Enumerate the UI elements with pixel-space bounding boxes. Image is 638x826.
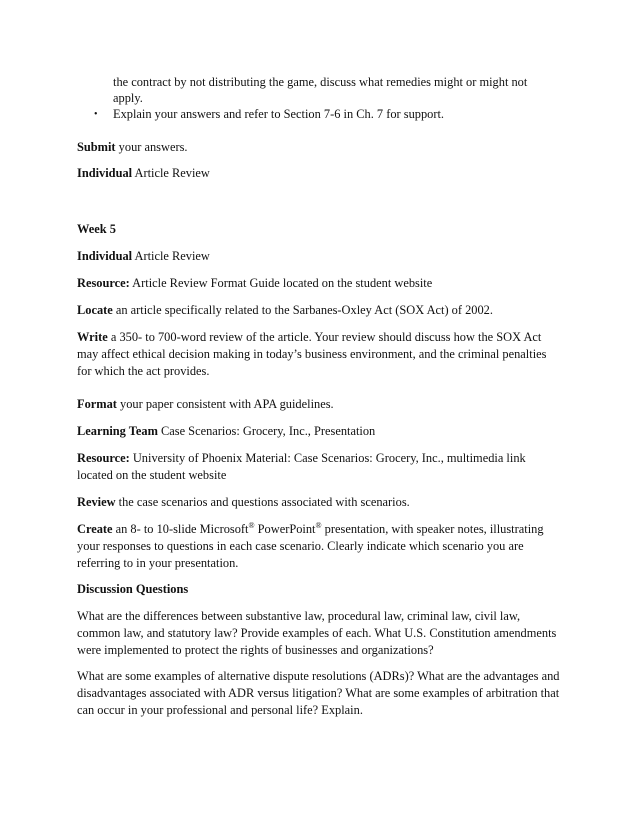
question-1-line-3: were implemented to protect the rights of businesses and organizations? [77, 643, 434, 657]
week-heading [77, 221, 116, 238]
registered-mark-1: ® [248, 521, 255, 530]
week-title: Week 5 [77, 222, 116, 236]
discussion-title: Discussion Questions [77, 582, 189, 596]
question-2-line-2: disadvantages associated with ADR versus litigation? What are some examples of arbitration that [77, 686, 560, 700]
create-text-1c: presentation, with speaker notes, illustrating [321, 522, 544, 536]
learning-team-paragraph [77, 423, 375, 440]
learning-team-text: Case Scenarios: Grocery, Inc., Presentation [157, 424, 376, 438]
write-paragraph-line-3: for which the act provides. [77, 364, 210, 378]
question-1-line-2: common law, and statutory law? Provide examples of each. What U.S. Constitution amendments [77, 626, 557, 640]
locate-label: Locate [77, 303, 113, 317]
create-paragraph-line-2: your responses to questions in each case scenario. Clearly indicate which scenario you are [77, 539, 524, 553]
create-label: Create [77, 522, 113, 536]
create-paragraph-line-3: referring to in your presentation. [77, 556, 239, 570]
create-text-1b: PowerPoint [254, 522, 316, 536]
submit-text: your answers. [115, 140, 188, 154]
write-text-1: a 350- to 700-word review of the article. Your review should discuss how the SOX Act [107, 330, 542, 344]
format-text: your paper consistent with APA guidelines. [116, 397, 334, 411]
question-2-line-1: What are some examples of alternative dispute resolutions (ADRs)? What are the advantages and [77, 669, 560, 683]
individual-text-1: Article Review [132, 166, 210, 180]
write-label: Write [77, 330, 108, 344]
individual-article-review-2 [77, 248, 210, 265]
format-paragraph [77, 396, 334, 413]
review-label: Review [77, 495, 116, 509]
locate-paragraph [77, 302, 493, 319]
write-paragraph-line-1 [77, 329, 541, 346]
prev-item-line-2: apply. [113, 91, 143, 105]
review-paragraph [77, 494, 410, 511]
individual-label-2: Individual [77, 249, 133, 263]
bullet-text: Explain your answers and refer to Section 7-6 in Ch. 7 for support. [113, 107, 445, 121]
review-text: the case scenarios and questions associated with scenarios. [115, 495, 410, 509]
submit-paragraph [77, 139, 188, 156]
resource-paragraph-2-line-1 [77, 450, 526, 467]
resource-text-1: Article Review Format Guide located on the student website [129, 276, 433, 290]
resource-text-2: University of Phoenix Material: Case Scenarios: Grocery, Inc., multimedia link [129, 451, 526, 465]
resource-label-2: Resource: [77, 451, 130, 465]
individual-label-1: Individual [77, 166, 133, 180]
resource-paragraph-2-line-2: located on the student website [77, 468, 227, 482]
format-label: Format [77, 397, 117, 411]
question-2-line-3: can occur in your professional and personal life? Explain. [77, 703, 363, 717]
individual-text-2: Article Review [132, 249, 210, 263]
create-text-1a: an 8- to 10-slide Microsoft [112, 522, 249, 536]
resource-label-1: Resource: [77, 276, 130, 290]
prev-item-line-1: the contract by not distributing the game, discuss what remedies might or might not [113, 75, 528, 89]
create-paragraph-line-1 [77, 521, 544, 538]
individual-article-review-1 [77, 165, 210, 182]
submit-label: Submit [77, 140, 116, 154]
discussion-heading [77, 581, 188, 598]
locate-text: an article specifically related to the Sarbanes-Oxley Act (SOX Act) of 2002. [112, 303, 493, 317]
learning-team-label: Learning Team [77, 424, 158, 438]
bullet-icon: • [94, 109, 98, 120]
question-1-line-1: What are the differences between substantive law, procedural law, criminal law, civil law, [77, 609, 521, 623]
resource-paragraph-1 [77, 275, 432, 292]
write-paragraph-line-2: may affect ethical decision making in today’s business environment, and the criminal penalties [77, 347, 547, 361]
registered-mark-2: ® [315, 521, 322, 530]
